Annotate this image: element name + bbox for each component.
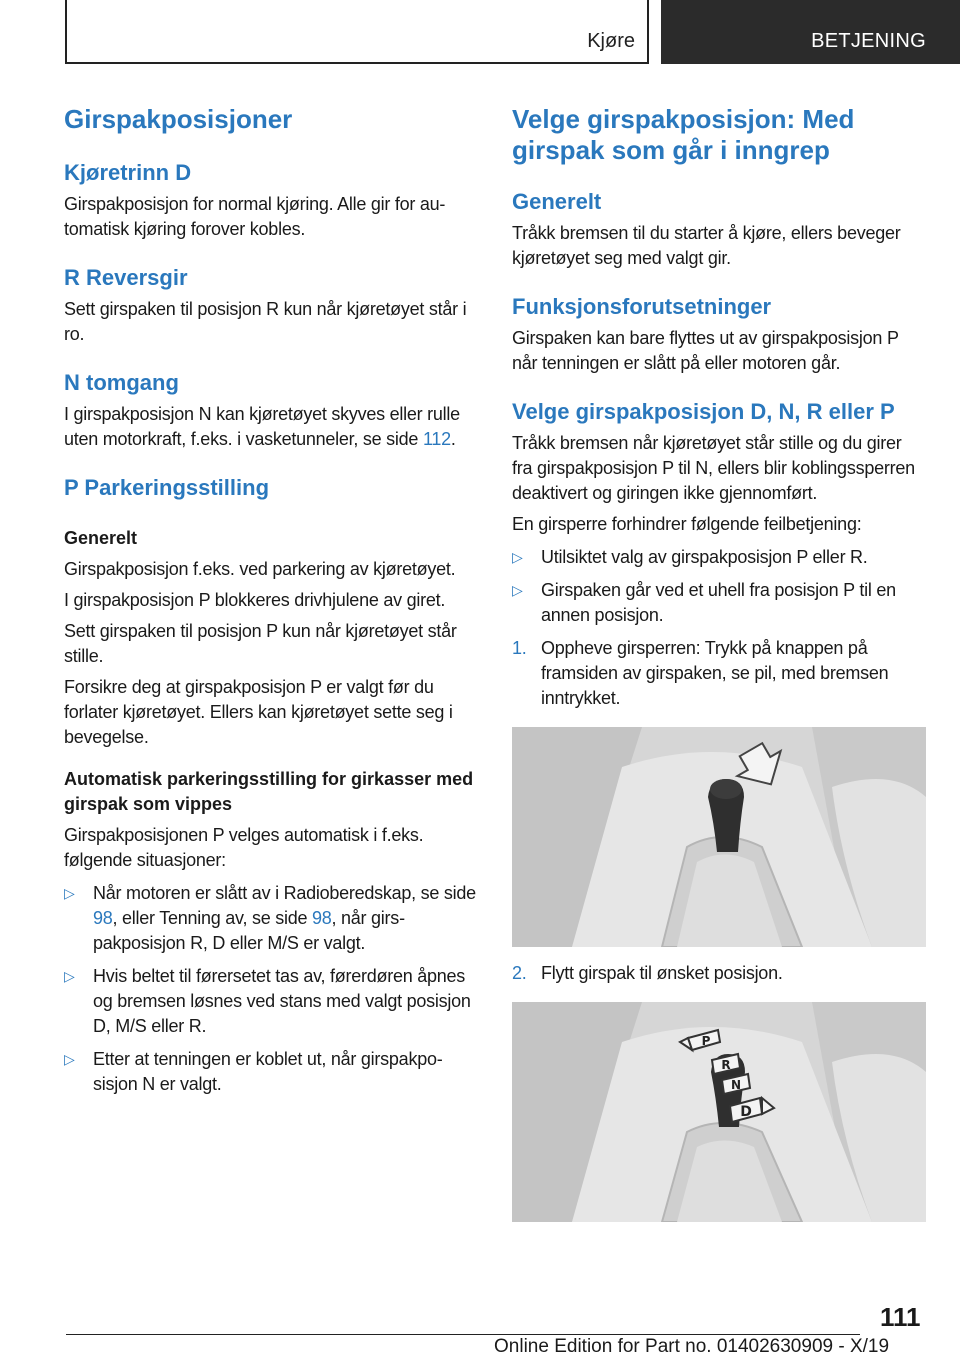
gear-positions-illustration [512,1002,926,1222]
triangle-bullet-icon: ▷ [512,549,523,565]
text-auto-park: Girspakposisjonen P velges automatisk i f.eks. følgende situasjoner: [64,825,424,870]
bullet-text: Etter at tenningen er koblet ut, når girspakposisjon N er valgt. [93,1049,443,1094]
triangle-bullet-icon: ▷ [64,1051,75,1067]
text-neutral-n-body: I girspakposisjon N kan kjøretøyet skyves eller rulle uten motorkraft, f.eks. i vasketunneler, se side [64,404,460,449]
header-section: BETJENING [811,30,926,52]
gear-lever-button-photo [512,727,926,947]
text-park-2: I girspakposisjon P blokkeres drivhjulene av giret. [64,590,446,610]
text-lock: En girsperre forhindrer følgende feilbetjening: [512,514,862,534]
text-neutral-n [64,402,478,452]
gear-label-n: N [730,1078,742,1092]
heading-neutral-n: N tomgang [64,370,179,395]
page-link-98[interactable]: 98 [93,908,113,928]
list-item [512,545,926,570]
heading-park-p: P Parkeringsstilling [64,475,270,500]
heading-reverse-r: R Reversgir [64,265,188,290]
text-select: Tråkk bremsen når kjøretøyet står stille og du girer fra girspakposisjon P til N, ellers blir koblingssperren deaktivert og giringen ikke gjennomført. [512,433,915,503]
step-number: 2. [512,963,527,983]
heading-general-left: Generelt [64,528,138,548]
heading-func: Funksjonsforutsetninger [512,294,772,319]
footer-edition: Online Edition for Part no. 01402630909 - X/19 [494,1336,890,1357]
left-column [64,100,478,1097]
list-item [64,881,478,956]
text-drive-d: Girspakposisjon for normal kjøring. Alle gir for automatisk kjøring forover kobles. [64,194,446,239]
gear-label-p: P [701,1034,711,1048]
text-park-4: Forsikre deg at girspakposisjon P er valgt før du forlater kjøretøyet. Ellers kan kjøretøyet sette seg i bevegelse. [64,677,453,747]
heading-general-right: Generelt [512,189,602,214]
footer-divider [66,1334,860,1335]
text-neutral-n-end: . [450,429,456,449]
step-number: 1. [512,638,527,658]
heading-select: Velge girspakposisjon D, N, R eller P [512,399,895,424]
step-item [512,636,926,711]
list-item [64,1047,478,1097]
text-park-1: Girspakposisjon f.eks. ved parkering av kjøretøyet. [64,559,456,579]
gear-positions-photo [512,1002,926,1222]
header-section-tab [661,0,960,64]
bullet-text: Utilsiktet valg av girspakposisjon P eller R. [541,547,868,567]
gear-label-r: R [721,1058,731,1072]
bullet-text: Når motoren er slått av i Radioberedskap, se side [93,883,476,903]
text-func: Girspaken kan bare flyttes ut av girspakposisjon P når tenningen er slått på eller motoren går. [512,328,899,373]
bullet-text: Girspaken går ved et uhell fra posisjon P til en annen posisjon. [541,580,896,625]
step-item [512,961,926,986]
text-reverse-r: Sett girspaken til posisjon R kun når kjøretøyet står i ro. [64,299,467,344]
triangle-bullet-icon: ▷ [64,885,75,901]
heading-auto-park: Automatisk parkeringsstilling for girkasser med girspak som vippes [64,769,474,814]
gear-lever-illustration [512,727,926,947]
right-column [512,100,926,1222]
triangle-bullet-icon: ▷ [512,582,523,598]
section-title: Girspakposisjoner [64,104,293,134]
bullet-text: , når girspakposisjon R, D eller M/S er valgt. [93,908,406,953]
page-number: 111 [880,1302,921,1332]
header-chapter: Kjøre [587,30,635,52]
bullet-text: Hvis beltet til førersetet tas av, førerdøren åpnes og bremsen løsnes ved stans med valgt posisjon D, M/S eller R. [93,966,471,1036]
step-text: Oppheve girsperren: Trykk på knappen på framsiden av girspaken, se pil, med bremsen inntrykket. [541,638,889,708]
list-item [512,578,926,628]
list-item [64,964,478,1039]
triangle-bullet-icon: ▷ [64,968,75,984]
text-general-right: Tråkk bremsen til du starter å kjøre, ellers beveger kjøretøyet seg med valgt gir. [512,223,901,268]
heading-drive-d: Kjøretrinn D [64,160,192,185]
bullet-text: , eller Tenning av, se side [112,908,312,928]
page-link-112[interactable]: 112 [422,429,451,449]
header-chapter-box [65,0,649,64]
gear-label-d: D [740,1104,752,1120]
page-link-98[interactable]: 98 [312,908,332,928]
step-text: Flytt girspak til ønsket posisjon. [541,963,783,983]
text-park-3: Sett girspaken til posisjon P kun når kjøretøyet står stille. [64,621,457,666]
section-title-right: Velge girspakposisjon: Med girspak som går i inngrep [512,104,855,165]
